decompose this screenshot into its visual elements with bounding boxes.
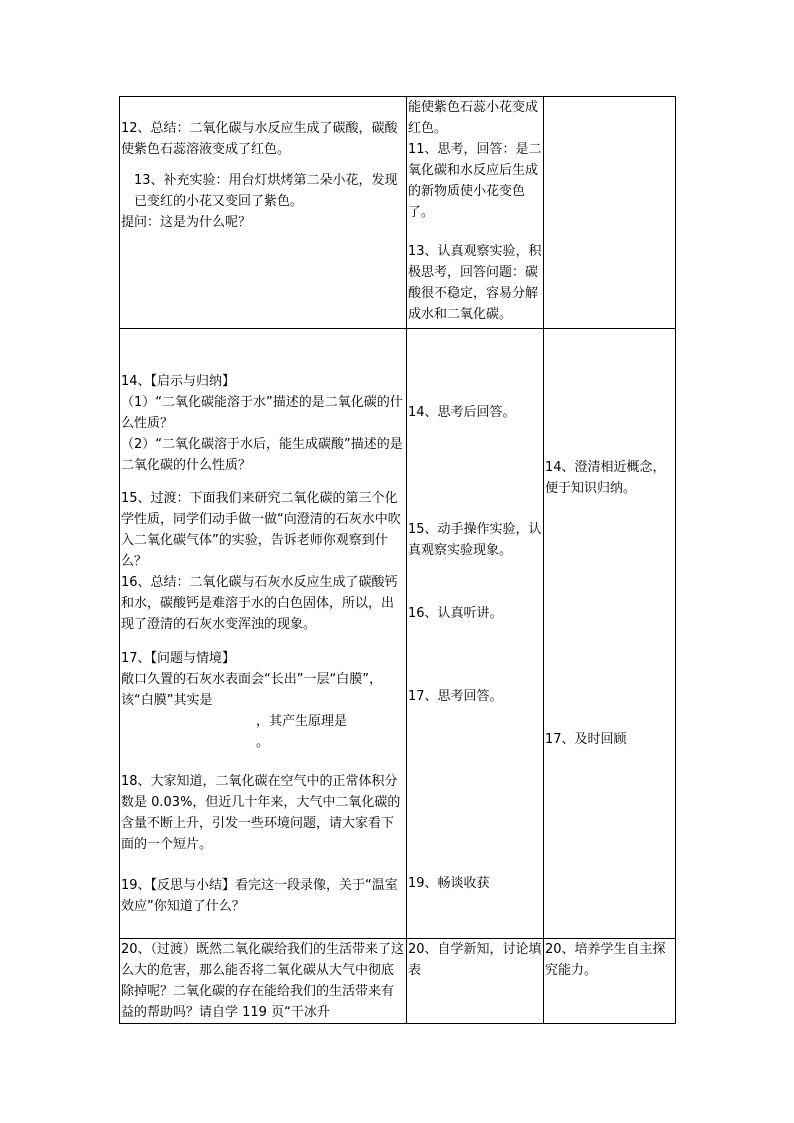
design-step-14: 14、澄清相近概念，便于知识归纳。 xyxy=(545,460,666,496)
teacher-step-17-blank-1: ，其产生原理是 xyxy=(256,714,348,729)
student-step-17: 17、思考回答。 xyxy=(408,689,503,704)
student-step-20: 20、自学新知，讨论填表 xyxy=(408,942,542,978)
teacher-activity-cell xyxy=(120,97,407,329)
student-step-16: 16、认真听讲。 xyxy=(408,606,503,621)
teacher-step-19: 19、【反思与小结】看完这一段录像，关于“温室效应”你知道了什么？ xyxy=(121,878,398,914)
teacher-step-14-heading: 14、【启示与归纳】 xyxy=(121,374,236,389)
design-step-17: 17、及时回顾 xyxy=(545,732,627,747)
student-step-19: 19、畅谈收获 xyxy=(408,876,490,891)
design-intent-cell xyxy=(544,329,676,939)
teacher-step-18: 18、大家知道，二氧化碳在空气中的正常体积分数是 0.03%，但近几十年来，大气中二氧化碳的含量不断上升，引发一些环境问题，请大家看下面的一个短片。 xyxy=(121,774,401,852)
table-row xyxy=(120,97,676,329)
teacher-step-17-question: 敞口久置的石灰水表面会“长出”一层“白膜”，该“白膜”其实是 xyxy=(121,672,382,708)
student-step-13: 13、认真观察实验，积极思考，回答问题：碳酸很不稳定，容易分解成水和二氧化碳。 xyxy=(408,244,542,322)
teacher-step-20: 20、（过渡）既然二氧化碳给我们的生活带来了这么大的危害，那么能否将二氧化碳从大气中彻底除掉呢？二氧化碳的存在能给我们的生活带来有益的帮助吗？请自学 119 页“干冰升 xyxy=(121,942,405,1020)
teacher-step-15: 15、过渡：下面我们来研究二氧化碳的第三个化学性质，同学们动手做一做“向澄清的石灰水中吹入二氧化碳气体”的实验，告诉老师你观察到什么？ xyxy=(121,491,401,569)
teacher-step-17-heading: 17、【问题与情境】 xyxy=(121,651,236,666)
student-activity-cell xyxy=(407,97,544,329)
student-activity-cell xyxy=(407,939,544,1024)
student-step-14: 14、思考后回答。 xyxy=(408,405,516,420)
lesson-plan-table xyxy=(119,96,676,1024)
teacher-question-13: 提问：这是为什么呢？ xyxy=(121,215,252,230)
design-step-20: 20、培养学生自主探究能力。 xyxy=(545,942,666,978)
teacher-step-17-blank-2: 。 xyxy=(256,735,270,750)
student-activity-cell xyxy=(407,329,544,939)
teacher-step-14-question-2: （2）“二氧化碳溶于水后，能生成碳酸”描述的是二氧化碳的什么性质？ xyxy=(121,437,403,473)
table-row xyxy=(120,329,676,939)
design-intent-cell xyxy=(544,97,676,329)
teacher-step-14-question-1: （1）“二氧化碳能溶于水”描述的是二氧化碳的什么性质？ xyxy=(121,395,403,431)
teacher-step-12: 12、总结：二氧化碳与水反应生成了碳酸，碳酸使紫色石蕊溶液变成了红色。 xyxy=(121,121,398,157)
teacher-activity-cell xyxy=(120,939,407,1024)
student-step-15: 15、动手操作实验，认真观察实验现象。 xyxy=(408,522,542,558)
table-row xyxy=(120,939,676,1024)
teacher-activity-cell xyxy=(120,329,407,939)
design-intent-cell xyxy=(544,939,676,1024)
student-step-continued: 能使紫色石蕊小花变成红色。 xyxy=(408,100,539,136)
teacher-step-13: 13、补充实验：用台灯烘烤第二朵小花，发现已变红的小花又变回了紫色。 xyxy=(134,173,398,209)
student-step-11: 11、思考，回答：是二氧化碳和水反应后生成的新物质使小花变色了。 xyxy=(408,142,542,220)
teacher-step-16: 16、总结：二氧化碳与石灰水反应生成了碳酸钙和水，碳酸钙是难溶于水的白色固体，所以，出现了澄清的石灰水变浑浊的现象。 xyxy=(121,575,398,632)
